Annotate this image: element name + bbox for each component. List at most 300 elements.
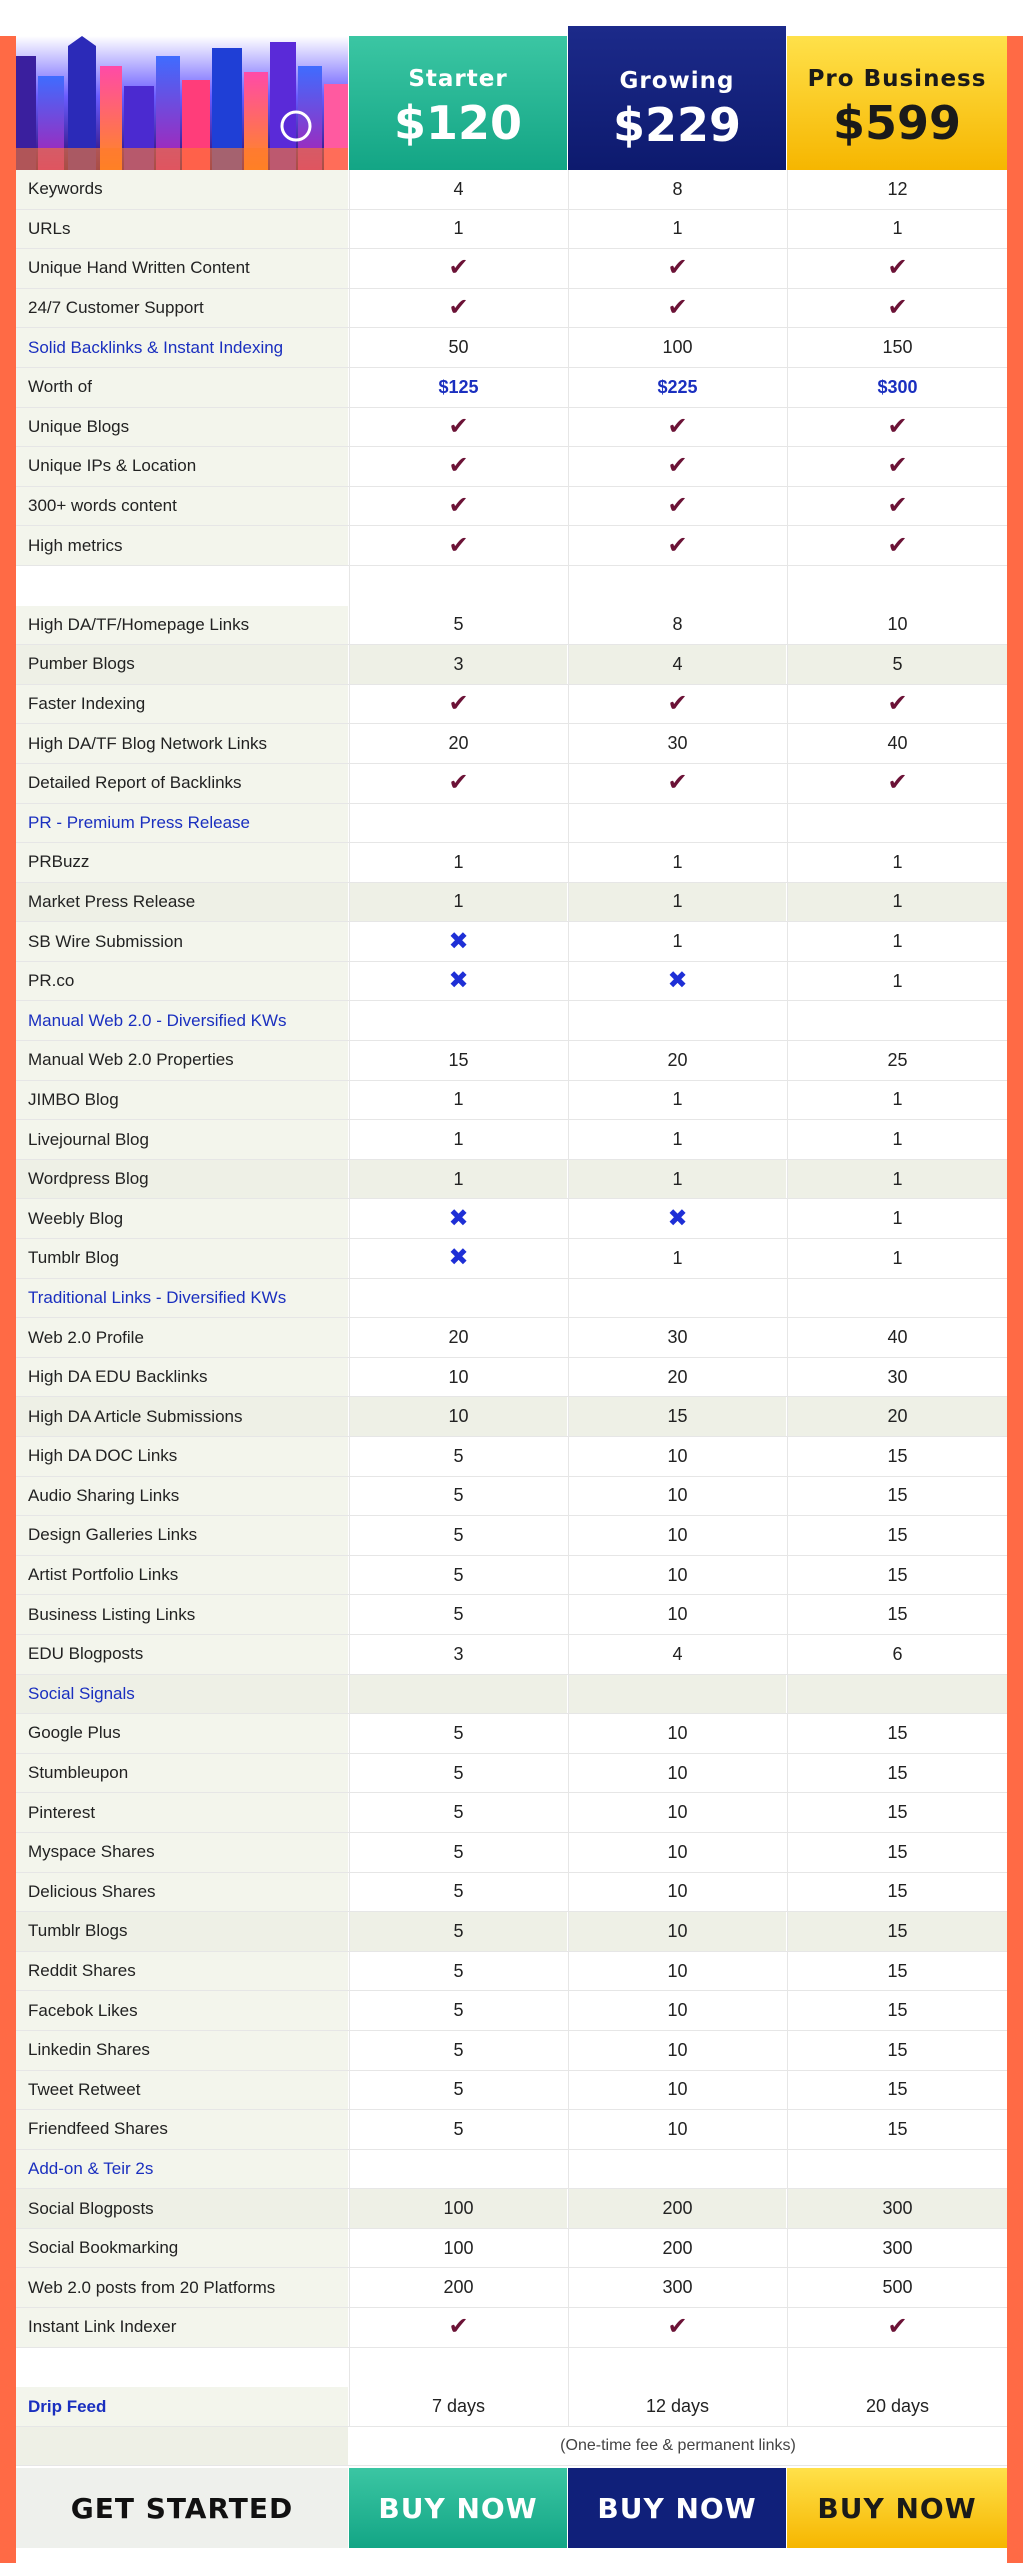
table-row [16,1991,1007,2031]
plan-value-growing [568,566,786,606]
plan-value-pro [787,685,1007,724]
note-spacer [16,2427,348,2466]
table-row [16,1595,1007,1635]
checkmark-icon: ✔ [667,531,688,559]
feature-label: Pumber Blogs [16,645,348,684]
plan-value-pro: 1 [787,210,1007,249]
section-row [16,2150,1007,2190]
plan-value-starter: 5 [349,2110,567,2149]
top-strip [0,0,1023,36]
plan-value-growing: 10 [568,1714,786,1753]
plan-value-growing: 1 [568,922,786,961]
table-row [16,1477,1007,1517]
plan-value-starter [349,1675,567,1714]
feature-label: Manual Web 2.0 Properties [16,1041,348,1080]
feature-label: Google Plus [16,1714,348,1753]
plan-value-pro: 10 [787,606,1007,645]
plan-value-pro: 15 [787,1437,1007,1476]
feature-label: Pinterest [16,1793,348,1832]
plan-value-starter: 5 [349,1516,567,1555]
feature-label: Social Bookmarking [16,2229,348,2268]
plan-header-pro [787,36,1007,170]
plan-value-starter: 1 [349,883,567,922]
plan-value-pro [787,1279,1007,1318]
plan-value-growing [568,487,786,526]
table-row [16,249,1007,289]
checkmark-icon: ✔ [667,690,688,718]
checkmark-icon: ✔ [887,531,908,559]
feature-label: High DA EDU Backlinks [16,1358,348,1397]
plan-value-starter [349,922,567,961]
checkmark-icon: ✔ [448,254,469,282]
table-row [16,1397,1007,1437]
plan-value-growing: 10 [568,1437,786,1476]
plan-value-pro: 30 [787,1358,1007,1397]
plan-value-pro [787,526,1007,565]
plan-value-pro: 40 [787,724,1007,763]
feature-label: Audio Sharing Links [16,1477,348,1516]
feature-label: Business Listing Links [16,1595,348,1634]
plan-value-starter: 5 [349,1437,567,1476]
feature-label: High DA Article Submissions [16,1397,348,1436]
section-row [16,328,1007,368]
table-row [16,1318,1007,1358]
plan-value-starter: 1 [349,1081,567,1120]
feature-label: Solid Backlinks & Instant Indexing [16,328,348,367]
plan-value-starter: 5 [349,1991,567,2030]
plan-value-pro: 1 [787,922,1007,961]
checkmark-icon: ✔ [887,492,908,520]
feature-label: Tweet Retweet [16,2071,348,2110]
city-skyline-image [16,36,348,170]
plan-value-starter: 5 [349,1477,567,1516]
plan-value-pro [787,1675,1007,1714]
plan-value-starter: 3 [349,645,567,684]
feature-label: URLs [16,210,348,249]
feature-label: SB Wire Submission [16,922,348,961]
table-row [16,724,1007,764]
plan-value-starter: 1 [349,1120,567,1159]
plan-value-starter: 20 [349,724,567,763]
feature-label [16,2348,348,2388]
plan-value-growing: 100 [568,328,786,367]
plan-value-pro: 15 [787,2071,1007,2110]
plan-value-pro [787,566,1007,606]
plan-value-starter: 100 [349,2189,567,2228]
plan-value-growing: 10 [568,1556,786,1595]
checkmark-icon: ✔ [448,452,469,480]
feature-label: Tumblr Blog [16,1239,348,1278]
plan-value-pro: 15 [787,1754,1007,1793]
table-row [16,1873,1007,1913]
table-row [16,606,1007,646]
feature-label: Market Press Release [16,883,348,922]
plan-value-growing: 20 [568,1041,786,1080]
plan-value-growing: 1 [568,1120,786,1159]
pricing-note: (One-time fee & permanent links) [560,2437,796,2455]
table-row [16,1912,1007,1952]
feature-rows [16,170,1007,2466]
plan-value-pro: 150 [787,328,1007,367]
plan-value-growing [568,685,786,724]
checkmark-icon: ✔ [887,690,908,718]
plan-value-growing: 1 [568,1160,786,1199]
plan-name-starter: Starter [408,66,508,92]
plan-value-pro: 25 [787,1041,1007,1080]
plan-value-starter [349,1001,567,1040]
plan-value-pro: 15 [787,1991,1007,2030]
plan-value-starter [349,764,567,803]
plan-value-pro: 15 [787,1477,1007,1516]
feature-label: Facebok Likes [16,1991,348,2030]
plan-value-starter: 5 [349,1556,567,1595]
plan-value-pro: 15 [787,1873,1007,1912]
table-row [16,408,1007,448]
plan-value-pro: 15 [787,1556,1007,1595]
plan-value-starter: 1 [349,210,567,249]
feature-label: Keywords [16,170,348,209]
plan-value-growing: 1 [568,843,786,882]
plan-header-starter [349,36,567,170]
feature-label: Social Blogposts [16,2189,348,2228]
checkmark-icon: ✔ [448,412,469,440]
feature-label: Faster Indexing [16,685,348,724]
cross-icon: ✖ [448,1244,469,1272]
feature-label: Web 2.0 posts from 20 Platforms [16,2268,348,2307]
pricing-header [16,36,1007,170]
plan-value-growing [568,764,786,803]
table-row [16,922,1007,962]
plan-value-growing [568,1001,786,1040]
feature-label: EDU Blogposts [16,1635,348,1674]
table-row [16,2387,1007,2427]
plan-value-growing [568,1279,786,1318]
table-row [16,289,1007,329]
plan-value-starter: 100 [349,2229,567,2268]
plan-value-growing: 300 [568,2268,786,2307]
feature-label: Linkedin Shares [16,2031,348,2070]
plan-value-growing: 10 [568,2071,786,2110]
plan-value-pro: 15 [787,1516,1007,1555]
section-row [16,1001,1007,1041]
checkmark-icon: ✔ [887,412,908,440]
checkmark-icon: ✔ [667,492,688,520]
plan-value-growing: 10 [568,1833,786,1872]
table-row [16,2110,1007,2150]
plan-value-starter: 1 [349,843,567,882]
plan-value-pro: 1 [787,1239,1007,1278]
plan-value-growing: 1 [568,1239,786,1278]
table-row [16,1714,1007,1754]
table-row [16,1199,1007,1239]
plan-value-starter: 20 [349,1318,567,1357]
checkmark-icon: ✔ [887,254,908,282]
checkmark-icon: ✔ [887,769,908,797]
plan-value-growing: 10 [568,1793,786,1832]
plan-value-pro [787,447,1007,486]
section-row [16,804,1007,844]
checkmark-icon: ✔ [667,294,688,322]
table-row [16,1160,1007,1200]
plan-value-starter [349,2308,567,2347]
plan-value-pro [787,289,1007,328]
checkmark-icon: ✔ [448,294,469,322]
plan-value-growing: 1 [568,883,786,922]
plan-value-starter: 5 [349,1595,567,1634]
plan-value-pro [787,2308,1007,2347]
feature-label: Drip Feed [16,2387,348,2426]
feature-label: Wordpress Blog [16,1160,348,1199]
feature-label: Unique Blogs [16,408,348,447]
cross-icon: ✖ [448,1204,469,1232]
feature-label: Worth of [16,368,348,407]
plan-value-growing: 10 [568,1477,786,1516]
checkmark-icon: ✔ [448,690,469,718]
checkmark-icon: ✔ [887,452,908,480]
table-row [16,526,1007,566]
plan-value-growing [568,2348,786,2388]
table-row [16,685,1007,725]
table-row [16,1041,1007,1081]
plan-value-starter [349,685,567,724]
checkmark-icon: ✔ [887,2313,908,2341]
cross-icon: ✖ [667,1204,688,1232]
plan-value-pro: 15 [787,1912,1007,1951]
table-row [16,1120,1007,1160]
plan-value-starter: 5 [349,2031,567,2070]
table-row [16,2308,1007,2348]
plan-value-starter: 5 [349,1833,567,1872]
plan-value-starter: 5 [349,2071,567,2110]
table-row [16,1635,1007,1675]
plan-value-pro: 1 [787,962,1007,1001]
checkmark-icon: ✔ [448,769,469,797]
feature-label: Livejournal Blog [16,1120,348,1159]
plan-value-growing: 12 days [568,2387,786,2426]
table-row [16,1437,1007,1477]
table-row [16,1833,1007,1873]
plan-value-growing [568,1675,786,1714]
plan-value-pro: 1 [787,883,1007,922]
feature-label: Add-on & Teir 2s [16,2150,348,2189]
plan-value-pro: 15 [787,1793,1007,1832]
plan-value-starter [349,249,567,288]
feature-label: High DA/TF/Homepage Links [16,606,348,645]
feature-label: Artist Portfolio Links [16,1556,348,1595]
plan-value-pro: 20 days [787,2387,1007,2426]
feature-label: High DA/TF Blog Network Links [16,724,348,763]
plan-value-starter: 3 [349,1635,567,1674]
plan-value-starter: 10 [349,1397,567,1436]
plan-price-pro: $599 [832,96,962,150]
plan-value-starter [349,2150,567,2189]
feature-label: PRBuzz [16,843,348,882]
plan-value-starter: 5 [349,1952,567,1991]
plan-value-starter [349,804,567,843]
plan-value-growing: 30 [568,1318,786,1357]
checkmark-icon: ✔ [448,2313,469,2341]
plan-value-growing: 1 [568,1081,786,1120]
checkmark-icon: ✔ [667,2313,688,2341]
cross-icon: ✖ [448,927,469,955]
plan-value-growing [568,2150,786,2189]
plan-value-pro [787,804,1007,843]
plan-value-growing: 10 [568,2110,786,2149]
plan-value-pro: 6 [787,1635,1007,1674]
feature-label: Friendfeed Shares [16,2110,348,2149]
plan-value-starter [349,962,567,1001]
plan-value-starter: $125 [349,368,567,407]
plan-value-starter: 4 [349,170,567,209]
checkmark-icon: ✔ [667,412,688,440]
feature-label: High DA DOC Links [16,1437,348,1476]
feature-label: Manual Web 2.0 - Diversified KWs [16,1001,348,1040]
plan-value-pro: 15 [787,1714,1007,1753]
plan-value-growing [568,804,786,843]
feature-label: Web 2.0 Profile [16,1318,348,1357]
table-row [16,1516,1007,1556]
plan-value-starter: 200 [349,2268,567,2307]
plan-value-growing: 8 [568,170,786,209]
plan-value-starter [349,447,567,486]
checkmark-icon: ✔ [448,531,469,559]
feature-label: Reddit Shares [16,1952,348,1991]
plan-value-pro [787,2150,1007,2189]
plan-price-starter: $120 [393,96,523,150]
plan-value-growing [568,526,786,565]
plan-value-pro: 300 [787,2229,1007,2268]
plan-value-pro: $300 [787,368,1007,407]
table-row [16,883,1007,923]
feature-label: PR.co [16,962,348,1001]
plan-value-starter: 50 [349,328,567,367]
plan-value-growing [568,289,786,328]
plan-value-growing [568,447,786,486]
plan-value-starter: 10 [349,1358,567,1397]
plan-value-starter [349,487,567,526]
feature-label: Tumblr Blogs [16,1912,348,1951]
table-row [16,447,1007,487]
plan-name-pro: Pro Business [807,66,987,92]
plan-value-starter: 15 [349,1041,567,1080]
table-row [16,210,1007,250]
table-row [16,764,1007,804]
plan-value-pro: 1 [787,1081,1007,1120]
section-row [16,1675,1007,1715]
plan-value-pro: 300 [787,2189,1007,2228]
plan-value-growing: 10 [568,1952,786,1991]
plan-value-starter: 5 [349,1912,567,1951]
plan-value-growing: 10 [568,1754,786,1793]
table-row [16,368,1007,408]
feature-label: PR - Premium Press Release [16,804,348,843]
plan-value-pro: 5 [787,645,1007,684]
feature-label: Unique Hand Written Content [16,249,348,288]
plan-value-pro: 500 [787,2268,1007,2307]
pricing-table [16,36,1007,2563]
feature-label: Unique IPs & Location [16,447,348,486]
feature-label: Detailed Report of Backlinks [16,764,348,803]
checkmark-icon: ✔ [667,452,688,480]
note-row [16,2427,1007,2467]
plan-value-starter [349,566,567,606]
plan-value-growing: 10 [568,1912,786,1951]
table-row [16,2268,1007,2308]
plan-value-starter: 1 [349,1160,567,1199]
table-row [16,170,1007,210]
plan-value-pro [787,1001,1007,1040]
plan-value-starter: 7 days [349,2387,567,2426]
cross-icon: ✖ [448,967,469,995]
plan-value-starter: 5 [349,1873,567,1912]
section-row [16,1279,1007,1319]
plan-value-pro: 15 [787,1833,1007,1872]
plan-value-starter [349,2348,567,2388]
plan-value-pro: 15 [787,1595,1007,1634]
plan-value-growing: 10 [568,2031,786,2070]
plan-value-pro: 15 [787,1952,1007,1991]
checkmark-icon: ✔ [667,254,688,282]
plan-value-growing: 10 [568,1516,786,1555]
plan-value-starter [349,526,567,565]
plan-value-growing: 10 [568,1595,786,1634]
checkmark-icon: ✔ [667,769,688,797]
plan-value-pro [787,2348,1007,2388]
city-illustration [16,36,348,170]
plan-value-starter [349,1239,567,1278]
plan-value-growing: $225 [568,368,786,407]
plan-value-starter [349,289,567,328]
table-row [16,2229,1007,2269]
plan-value-growing: 4 [568,1635,786,1674]
plan-value-starter: 5 [349,1714,567,1753]
buy-pro-button[interactable]: BUY NOW [787,2468,1007,2548]
plan-header-growing [568,26,786,170]
plan-value-growing [568,2308,786,2347]
plan-value-starter: 5 [349,1793,567,1832]
plan-value-starter [349,1199,567,1238]
table-row [16,1358,1007,1398]
feature-label: 300+ words content [16,487,348,526]
plan-value-pro: 20 [787,1397,1007,1436]
plan-value-growing [568,249,786,288]
plan-value-growing: 200 [568,2189,786,2228]
plan-value-pro: 1 [787,1120,1007,1159]
plan-value-pro: 12 [787,170,1007,209]
table-row [16,2189,1007,2229]
plan-value-growing: 15 [568,1397,786,1436]
table-row [16,2031,1007,2071]
feature-label: Traditional Links - Diversified KWs [16,1279,348,1318]
table-row [16,1952,1007,1992]
feature-label: Stumbleupon [16,1754,348,1793]
checkmark-icon: ✔ [887,294,908,322]
get-started-label: GET STARTED [16,2468,348,2548]
feature-label: Design Galleries Links [16,1516,348,1555]
table-row [16,1556,1007,1596]
plan-value-starter: 5 [349,606,567,645]
cross-icon: ✖ [667,967,688,995]
plan-value-growing: 4 [568,645,786,684]
plan-value-growing: 200 [568,2229,786,2268]
buy-growing-button[interactable]: BUY NOW [568,2468,786,2548]
feature-label: Myspace Shares [16,1833,348,1872]
feature-label: Social Signals [16,1675,348,1714]
buy-starter-button[interactable]: BUY NOW [349,2468,567,2548]
plan-value-pro: 15 [787,2031,1007,2070]
plan-value-growing: 1 [568,210,786,249]
plan-value-pro [787,249,1007,288]
